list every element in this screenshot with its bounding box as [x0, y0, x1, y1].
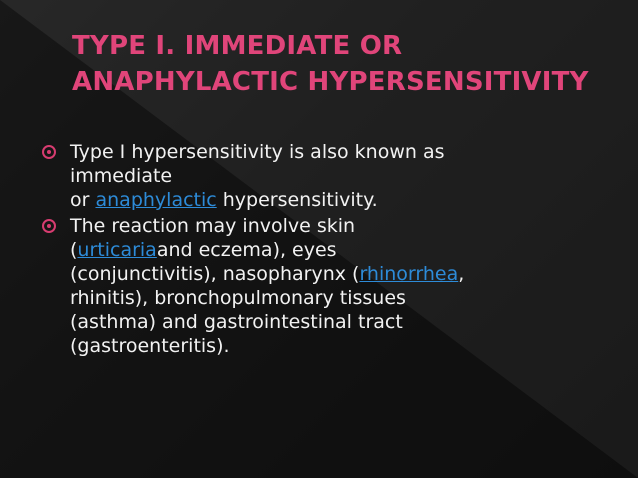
- slide-title-line-2: ANAPHYLACTIC HYPERSENSITIVITY: [72, 67, 589, 97]
- bullet-list: [42, 140, 612, 360]
- bullet-1-line-2: immediate: [70, 165, 173, 187]
- bullet-1-line-3-prefix: or: [70, 189, 96, 211]
- anaphylactic-link[interactable]: anaphylactic: [95, 189, 217, 211]
- bullet-2-line-3-prefix: (conjunctivitis), nasopharynx (: [70, 263, 360, 285]
- slide-title-line-1: TYPE I. IMMEDIATE OR: [72, 31, 403, 61]
- bullet-circle-icon: [42, 145, 56, 159]
- bullet-2-line-6: (gastroenteritis).: [70, 335, 230, 357]
- bullet-item-2: [42, 214, 612, 358]
- bullet-1-line-1: Type I hypersensitivity is also known as: [70, 141, 445, 163]
- urticaria-link[interactable]: urticaria: [77, 239, 157, 261]
- bullet-item-1: [42, 140, 612, 212]
- bullet-1-line-3-suffix: hypersensitivity.: [216, 189, 378, 211]
- bullet-2-line-5: (asthma) and gastrointestinal tract: [70, 311, 403, 333]
- bullet-2-line-1: The reaction may involve skin: [70, 215, 356, 237]
- rhinorrhea-link[interactable]: rhinorrhea: [359, 263, 459, 285]
- bullet-2-line-2-open: (: [70, 239, 78, 261]
- bullet-2-line-4: rhinitis), bronchopulmonary tissues: [70, 287, 406, 309]
- bullet-circle-icon: [42, 219, 56, 233]
- bullet-2-line-3-suffix: ,: [458, 263, 465, 285]
- slide-title: [72, 28, 632, 100]
- bullet-2-line-2-rest: and eczema), eyes: [156, 239, 337, 261]
